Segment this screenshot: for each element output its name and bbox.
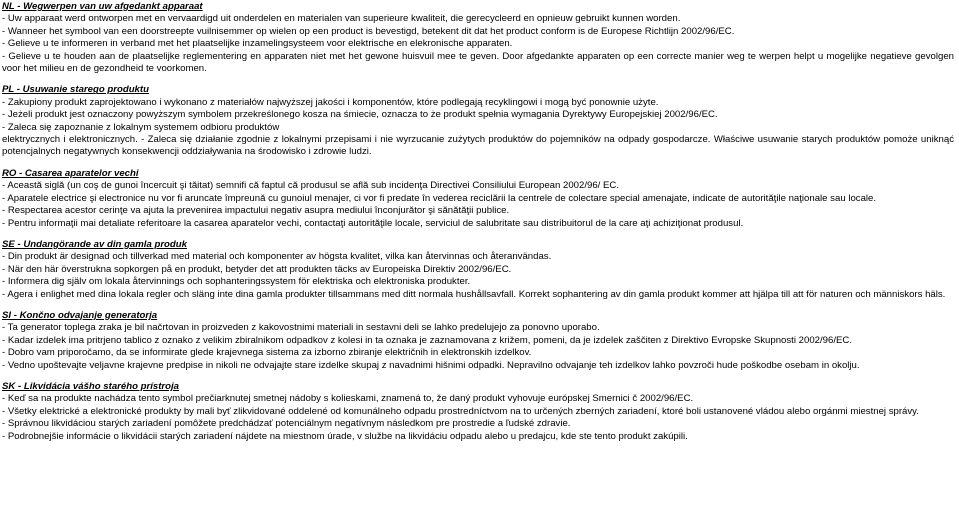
paragraph: - Vedno upoštevajte veljavne krajevne predpise in nikoli ne odvajajte stare izdelke skupaj z navadnimi hišnimi odpadki. Nepravilno odvajanje teh izdelkov lahko povzroči hude poškodbe osebam in okolju. [2, 359, 860, 371]
section-title: RO - Casarea aparatelor vechi [2, 167, 139, 179]
section-ro [2, 168, 954, 230]
paragraph: - Keď sa na produkte nachádza tento symbol prečiarknutej smetnej nádoby s kolieskami, znamená to, že daný produkt vyhovuje európskej Smernici č 2002/96/EC. [2, 393, 694, 405]
paragraph: - Ta generator toplega zraka je bil načrtovan in proizveden z kakovostnimi materiali in sestavni deli se lahko predelujejo za ponovno uporabo. [2, 322, 600, 334]
paragraph: - Pentru informaţii mai detaliate referitoare la casarea aparatelor vechi, contactaţi autorităţile locale, serviciul de salubritate sau distribuitorul de la care aţi achiziţionat produsul. [2, 217, 744, 229]
paragraph: - Din produkt är designad och tillverkad med material och komponenter av högsta kvalitet, vilka kan återvinnas och återanvändas. [2, 251, 552, 263]
section-title: SK - Likvidácia vášho starého prístroja [2, 380, 180, 392]
paragraph: - Gelieve u te informeren in verband met het plaatselijke inzamelingsysteem voor elektrische en elekronische apparaten. [2, 38, 513, 50]
section-se [2, 239, 954, 301]
paragraph: - Aparatele electrice şi electronice nu vor fi aruncate împreună cu gunoiul menajer, ci vor fi predate în vederea reciclării la centrele de colectare special amenajate, indicate de autorităţile naţionale sau locale. [2, 192, 877, 204]
paragraph: - Uw apparaat werd ontworpen met en vervaardigd uit onderdelen en materialen van superieure kwaliteit, die gerecycleerd en opnieuw gebruikt kunnen worden. [2, 13, 681, 25]
section-title: SI - Končno odvajanje generatorja [2, 309, 158, 321]
paragraph: - Jeżeli produkt jest oznaczony powyższym symbolem przekreślonego kosza na śmiecie, oznacza to że produkt spełnia wymagania Dyrektywy Europejskiej 2002/96/EC. [2, 109, 718, 121]
paragraph: - Zakupiony produkt zaprojektowano i wykonano z materiałów najwyższej jakości i komponentów, które podlegają recyklingowi i mogą być ponownie użyte. [2, 96, 659, 108]
section-si [2, 310, 954, 372]
section-title: PL - Usuwanie starego produktu [2, 84, 149, 96]
paragraph: - Dobro vam priporočamo, da se informirate glede krajevnega sistema za izborno zbiranje električnih in elektronskih izdelkov. [2, 347, 532, 359]
paragraph: - Zaleca się zapoznanie z lokalnym systemem odbioru produktów [2, 121, 280, 133]
section-title: NL - Wegwerpen van uw afgedankt apparaat [2, 1, 203, 12]
paragraph: - Gelieve u te houden aan de plaatselijke reglementering en apparaten niet met het gewone huisvuil mee te geven. Door afgedankte apparaten op een correcte manier weg te werpen helpt u mogelijke negatieve gevolgen voor het milieu en de gezondheid te voorkomen. [2, 50, 954, 75]
section-title: SE - Undangörande av din gamla produk [2, 238, 187, 250]
paragraph: - När den här överstrukna sopkorgen på en produkt, betyder det att produkten täcks av Europeiska Direktiv 2002/96/EC. [2, 263, 512, 275]
paragraph: - Informera dig själv om lokala återvinnings och sophanteringssystem för elektriska och elektroniska produkter. [2, 276, 471, 288]
paragraph: - Správnou likvidáciou starých zariadení pomôžete predchádzať potenciálnym negatívnym následkom pre prostredie a ľudské zdravie. [2, 418, 571, 430]
paragraph: - Această siglă (un coş de gunoi încercuit şi tăitat) semnifi că faptul că produsul se află sub incidenţa Directivei Consiliului European 2002/96/ EC. [2, 180, 619, 192]
paragraph: - Agera i enlighet med dina lokala regler och släng inte dina gamla produkter tillsammans med ditt normala hushållsavfall. Korrekt sophantering av din gamla produkt kommer att hjälpa till att för naturen och människors häls. [2, 288, 946, 300]
paragraph: - Respectarea acestor cerinţe va ajuta la prevenirea impactului negativ asupra mediului înconjurător şi sănătăţii publice. [2, 205, 510, 217]
paragraph: - Wanneer het symbool van een doorstreepte vuilnisemmer op wielen op een product is bevestigd, betekent dit dat het product conform is de Europese Richtlijn 2002/96/EC. [2, 25, 735, 37]
paragraph: - Podrobnejšie informácie o likvidácii starých zariadení nájdete na miestnom úrade, v službe na likvidáciu odpadu alebo u predajcu, kde ste tento produkt zakúpili. [2, 430, 688, 442]
paragraph: - Kadar izdelek ima pritrjeno tablico z oznako z velikim zbiralnikom odpadkov z kolesi in ta oznaka je zaznamovana z križem, pomeni, da je izdelek zaščiten z Direktivo Evropske Skupnosti 2002/96/EC. [2, 334, 852, 346]
paragraph: - Všetky elektrické a elektronické produkty by mali byť zlikvidované oddelené od komunálneho odpadu prostredníctvom na to určených zberných zariadení, ktoré boli ustanovené vládou alebo orgánmi miestnej správy. [2, 405, 919, 417]
section-pl [2, 84, 954, 158]
paragraph: elektrycznych i elektronicznych. - Zaleca się działanie zgodnie z lokalnymi przepisami i nie wyrzucanie zużytych produktów do pojemników na odpady gospodarcze. Właściwe usuwanie starych produktów pomoże uniknąć potencjalnych negatywnych konsekwencji oddziaływania na środowisko i zdrowie ludzi. [2, 134, 954, 158]
section-sk [2, 381, 954, 443]
section-nl [2, 1, 954, 75]
